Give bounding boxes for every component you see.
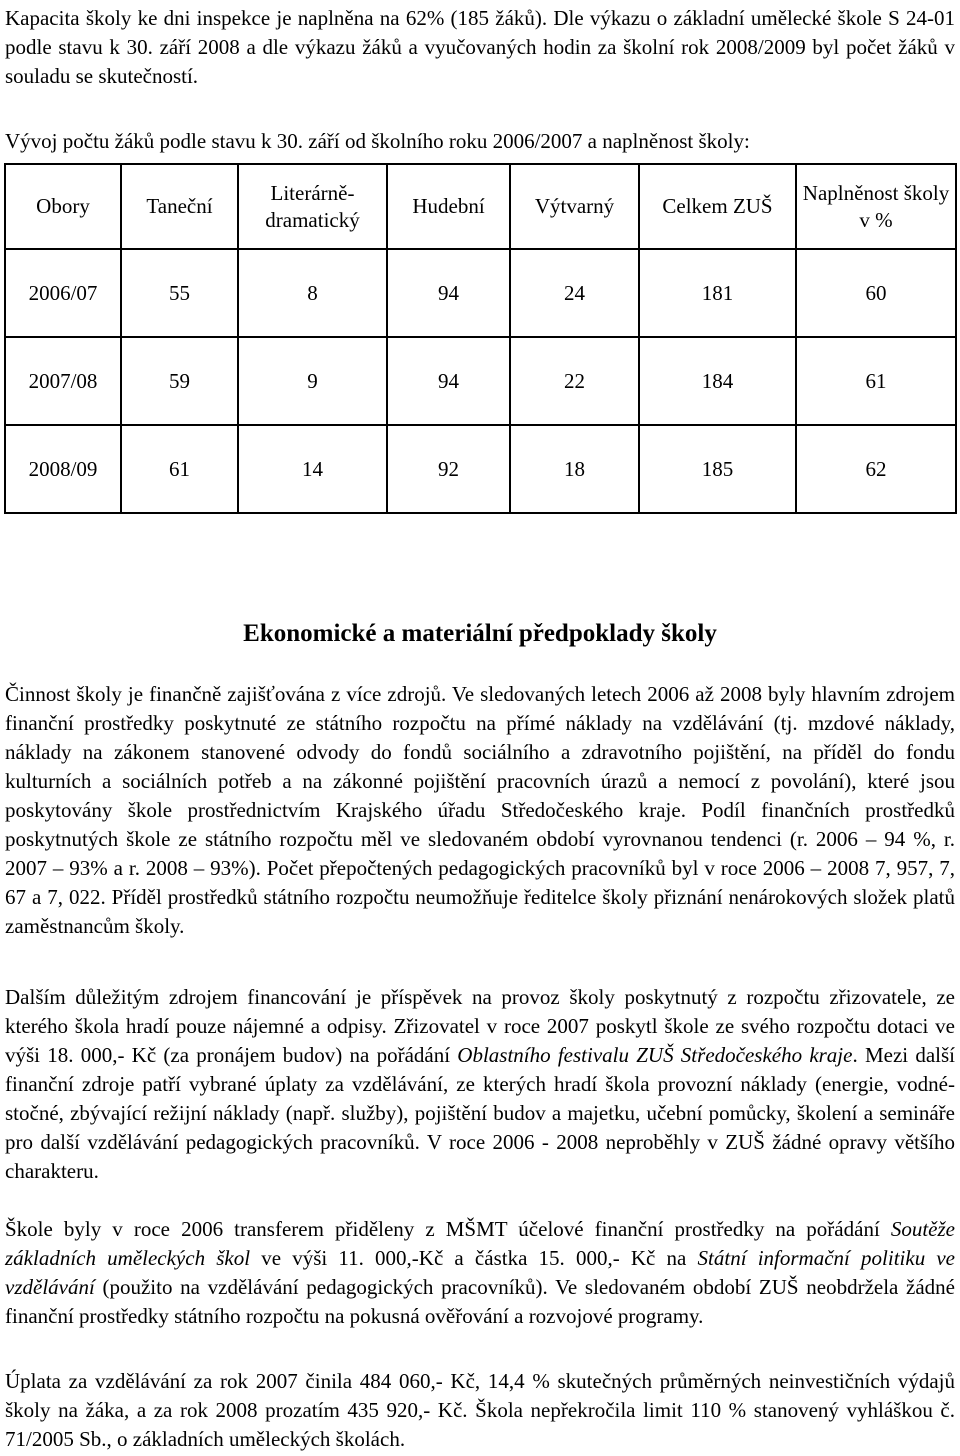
table-row bbox=[5, 249, 956, 337]
table-cell: 2007/08 bbox=[5, 337, 121, 425]
intro-paragraph: Kapacita školy ke dni inspekce je naplněna na 62% (185 žáků). Dle výkazu o základní umělecké škole S 24-01 podle stavu k 30. září 2008 a dle výkazu žáků a vyučovaných hodin za školní rok 2008/2009 byl počet žáků v souladu se skutečností. bbox=[5, 6, 955, 88]
table-header-row bbox=[5, 164, 956, 249]
header-hudebni: Hudební bbox=[387, 164, 510, 249]
paragraph-text: Škole byly v roce 2006 transferem přiděleny z MŠMT účelové finanční prostředky na pořádání bbox=[5, 1217, 891, 1241]
paragraph-fees: Úplata za vzdělávání za rok 2007 činila 484 060,- Kč, 14,4 % skutečných průměrných neinvestičních výdajů školy na žáka, a za rok 2008 prozatím 435 920,- Kč. Škola nepřekročila limit 110 % stanovený vyhláškou č. 71/2005 Sb., o základních uměleckých školách. bbox=[5, 1369, 955, 1451]
table-cell: 181 bbox=[639, 249, 796, 337]
table-cell: 24 bbox=[510, 249, 639, 337]
header-naplnenost: Naplněnost školy v % bbox=[796, 164, 956, 249]
table-cell: 59 bbox=[121, 337, 238, 425]
table-cell: 2006/07 bbox=[5, 249, 121, 337]
table-cell: 184 bbox=[639, 337, 796, 425]
table-cell: 61 bbox=[796, 337, 956, 425]
header-vytvarny: Výtvarný bbox=[510, 164, 639, 249]
table-cell: 14 bbox=[238, 425, 387, 513]
paragraph-text: . Mezi další finanční zdroje patří vybrané úplaty za vzdělávání, ze kterých hradí škola provozní náklady (energie, vodné-stočné, zbývající režijní náklady (např. služby), pojištění budov a majetku, učební pomůcky, školení a semináře pro další vzdělávání pedagogických pracovníků. V roce 2006 - 2008 neproběhly v ZUŠ žádné opravy většího charakteru. bbox=[5, 1043, 955, 1183]
table-cell: 185 bbox=[639, 425, 796, 513]
paragraph-text: ve výši 11. 000,-Kč a částka 15. 000,- Kč na bbox=[250, 1246, 698, 1270]
header-celkem-zus: Celkem ZUŠ bbox=[639, 164, 796, 249]
paragraph-text: (použito na vzdělávání pedagogických pracovníků). Ve sledovaném období ZUŠ neobdržela žádné finanční prostředky státního rozpočtu na pokusná ověřování a rozvojové programy. bbox=[5, 1275, 955, 1328]
paragraph-transfers bbox=[5, 1215, 955, 1331]
festival-name: Oblastního festivalu ZUŠ Středočeského kraje bbox=[457, 1043, 853, 1067]
paragraph-text: Dalším důležitým zdrojem financování je příspěvek na provoz školy poskytnutý z rozpočtu zřizovatele, ze kterého škola hradí pouze nájemné a odpisy. Zřizovatel v roce 2007 poskytl škole ze svého rozpočtu dotaci ve výši 18. 000,- Kč (za pronájem budov) na pořádání bbox=[5, 985, 955, 1067]
table-row bbox=[5, 425, 956, 513]
table-cell: 94 bbox=[387, 337, 510, 425]
table-cell: 62 bbox=[796, 425, 956, 513]
table-cell: 8 bbox=[238, 249, 387, 337]
competition-name: Soutěže základních uměleckých škol bbox=[5, 1217, 955, 1270]
table-cell: 92 bbox=[387, 425, 510, 513]
header-literarne-dramaticky: Literárně-dramatický bbox=[238, 164, 387, 249]
table-cell: 61 bbox=[121, 425, 238, 513]
table-cell: 22 bbox=[510, 337, 639, 425]
paragraph-operating-funds bbox=[5, 983, 955, 1186]
table-cell: 18 bbox=[510, 425, 639, 513]
header-tanecni: Taneční bbox=[121, 164, 238, 249]
table-row bbox=[5, 337, 956, 425]
paragraph-financing: Činnost školy je finančně zajišťována z více zdrojů. Ve sledovaných letech 2006 až 2008 byly hlavním zdrojem finanční prostředky poskytnuté ze státního rozpočtu na přímé náklady na vzdělávání (tj. mzdové náklady, náklady na zákonem stanovené odvody do fondů sociálního a zdravotního pojištění, na příděl do fondu kulturních a sociálních potřeb a na zákonné pojištění pracovních úrazů a nemocí z povolání), které jsou poskytovány škole prostřednictvím Krajského úřadu Středočeského kraje. Podíl finančních prostředků poskytnutých škole ze státního rozpočtu měl ve sledovaném období vyrovnanou tendenci (r. 2006 – 94 %, r. 2007 – 93% a r. 2008 – 93%). Počet přepočtených pedagogických pracovníků byl v roce 2006 – 2008 7, 957, 7, 67 a 7, 022. Příděl prostředků státního rozpočtu neumožňuje ředitelce školy přiznání nenárokových složek platů zaměstnancům školy. bbox=[5, 682, 955, 938]
policy-name: Státní informační politiku ve vzdělávání bbox=[5, 1246, 955, 1299]
section-heading: Ekonomické a materiální předpoklady školy bbox=[243, 620, 717, 647]
table-cell: 9 bbox=[238, 337, 387, 425]
enrollment-table bbox=[4, 163, 957, 514]
header-obory: Obory bbox=[5, 164, 121, 249]
table-title: Vývoj počtu žáků podle stavu k 30. září od školního roku 2006/2007 a naplněnost školy: bbox=[5, 129, 750, 153]
table-cell: 2008/09 bbox=[5, 425, 121, 513]
table-cell: 60 bbox=[796, 249, 956, 337]
table-cell: 55 bbox=[121, 249, 238, 337]
table-cell: 94 bbox=[387, 249, 510, 337]
